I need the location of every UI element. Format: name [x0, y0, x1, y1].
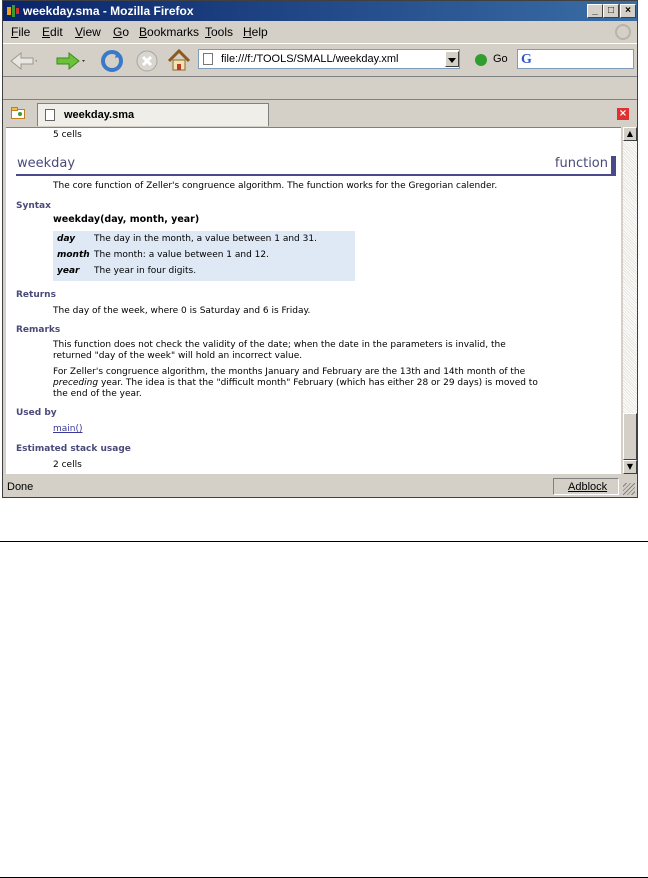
param-desc: The day in the month, a value between 1 and 31. [94, 234, 317, 244]
vertical-scrollbar[interactable] [623, 127, 637, 474]
page-icon [45, 109, 55, 121]
close-button[interactable]: × [620, 4, 636, 18]
status-bar [3, 477, 637, 497]
syntax-signature: weekday(day, month, year) [53, 214, 200, 225]
home-icon[interactable] [166, 48, 192, 74]
url-dropdown-button[interactable] [445, 51, 459, 67]
remarks-text: This function does not check the validity of the date; when the date in the parameters is invalid, the [53, 340, 506, 350]
function-description: The core function of Zeller's congruence algorithm. The function works for the Gregorian calender. [53, 181, 498, 191]
menu-go[interactable]: Go [113, 25, 130, 39]
remarks-heading: Remarks [16, 325, 61, 335]
page-divider [0, 541, 648, 542]
firefox-app-icon [6, 4, 20, 18]
browser-window [2, 0, 638, 498]
resize-grip-icon[interactable] [623, 483, 635, 495]
search-input[interactable] [517, 49, 634, 69]
param-name: day [57, 234, 76, 244]
returns-heading: Returns [16, 290, 56, 300]
param-desc: The month: a value between 1 and 12. [94, 250, 269, 260]
param-name: month [57, 250, 90, 260]
url-text: file:///f:/TOOLS/SMALL/weekday.xml [221, 53, 399, 65]
back-icon[interactable] [9, 50, 37, 72]
scroll-thumb[interactable] [623, 413, 637, 460]
usedby-heading: Used by [16, 408, 57, 418]
url-input[interactable] [198, 49, 460, 69]
maximize-button[interactable]: □ [603, 4, 619, 18]
tab-bar [3, 101, 637, 127]
returns-text: The day of the week, where 0 is Saturday and 6 is Friday. [53, 306, 311, 316]
navigation-toolbar [3, 43, 637, 77]
param-desc: The year in four digits. [94, 266, 197, 276]
menu-help[interactable]: Help [243, 25, 268, 39]
remarks-text: For Zeller's congruence algorithm, the months January and February are the 13th and 14th month of the [53, 367, 526, 377]
remarks-text: returned "day of the week" will hold an incorrect value. [53, 351, 303, 361]
go-icon[interactable] [475, 54, 487, 66]
scroll-down-button[interactable]: ▼ [623, 460, 637, 474]
stack-value: 2 cells [53, 460, 82, 470]
status-text: Done [7, 481, 34, 493]
parameter-table [53, 231, 355, 281]
menu-tools[interactable]: Tools [205, 25, 234, 39]
param-name: year [57, 266, 80, 276]
throbber-icon [615, 24, 631, 40]
new-tab-icon[interactable] [11, 107, 25, 119]
scroll-up-button[interactable]: ▲ [623, 127, 637, 141]
menu-bookmarks[interactable]: Bookmarks [139, 25, 200, 39]
menu-edit[interactable]: Edit [42, 25, 63, 39]
adblock-label[interactable]: Adblock [568, 481, 608, 493]
header-accent [611, 156, 616, 174]
function-header [16, 156, 616, 176]
syntax-heading: Syntax [16, 201, 51, 211]
title-bar[interactable] [3, 1, 637, 21]
stop-icon[interactable] [135, 49, 159, 73]
menu-file[interactable]: File [11, 25, 31, 39]
minimize-button[interactable]: _ [587, 4, 603, 18]
tab-label: weekday.sma [64, 109, 135, 121]
menu-view[interactable]: View [75, 25, 101, 39]
go-button[interactable]: Go [493, 53, 508, 65]
page-icon [203, 53, 213, 65]
close-tab-icon[interactable]: × [618, 108, 628, 119]
forward-icon[interactable] [55, 50, 85, 72]
function-name: weekday [17, 156, 76, 171]
adblock-panel[interactable] [553, 478, 619, 495]
top-cells: 5 cells [53, 130, 82, 140]
remarks-text: preceding year. The idea is that the "difficult month" February (which has either 28 or 29 days) is moved to [53, 378, 538, 388]
remarks-text: the end of the year. [53, 389, 142, 399]
google-icon[interactable]: G [521, 52, 532, 67]
tab-weekday[interactable] [37, 103, 269, 126]
main-link[interactable]: main() [53, 424, 83, 434]
stack-heading: Estimated stack usage [16, 444, 131, 454]
reload-icon[interactable] [100, 49, 124, 73]
chevron-down-icon [446, 53, 458, 67]
menu-bar [3, 22, 637, 42]
page-content [6, 127, 621, 474]
function-type: function [554, 156, 608, 171]
bookmarks-toolbar [3, 78, 637, 100]
window-title: weekday.sma - Mozilla Firefox [23, 4, 194, 18]
